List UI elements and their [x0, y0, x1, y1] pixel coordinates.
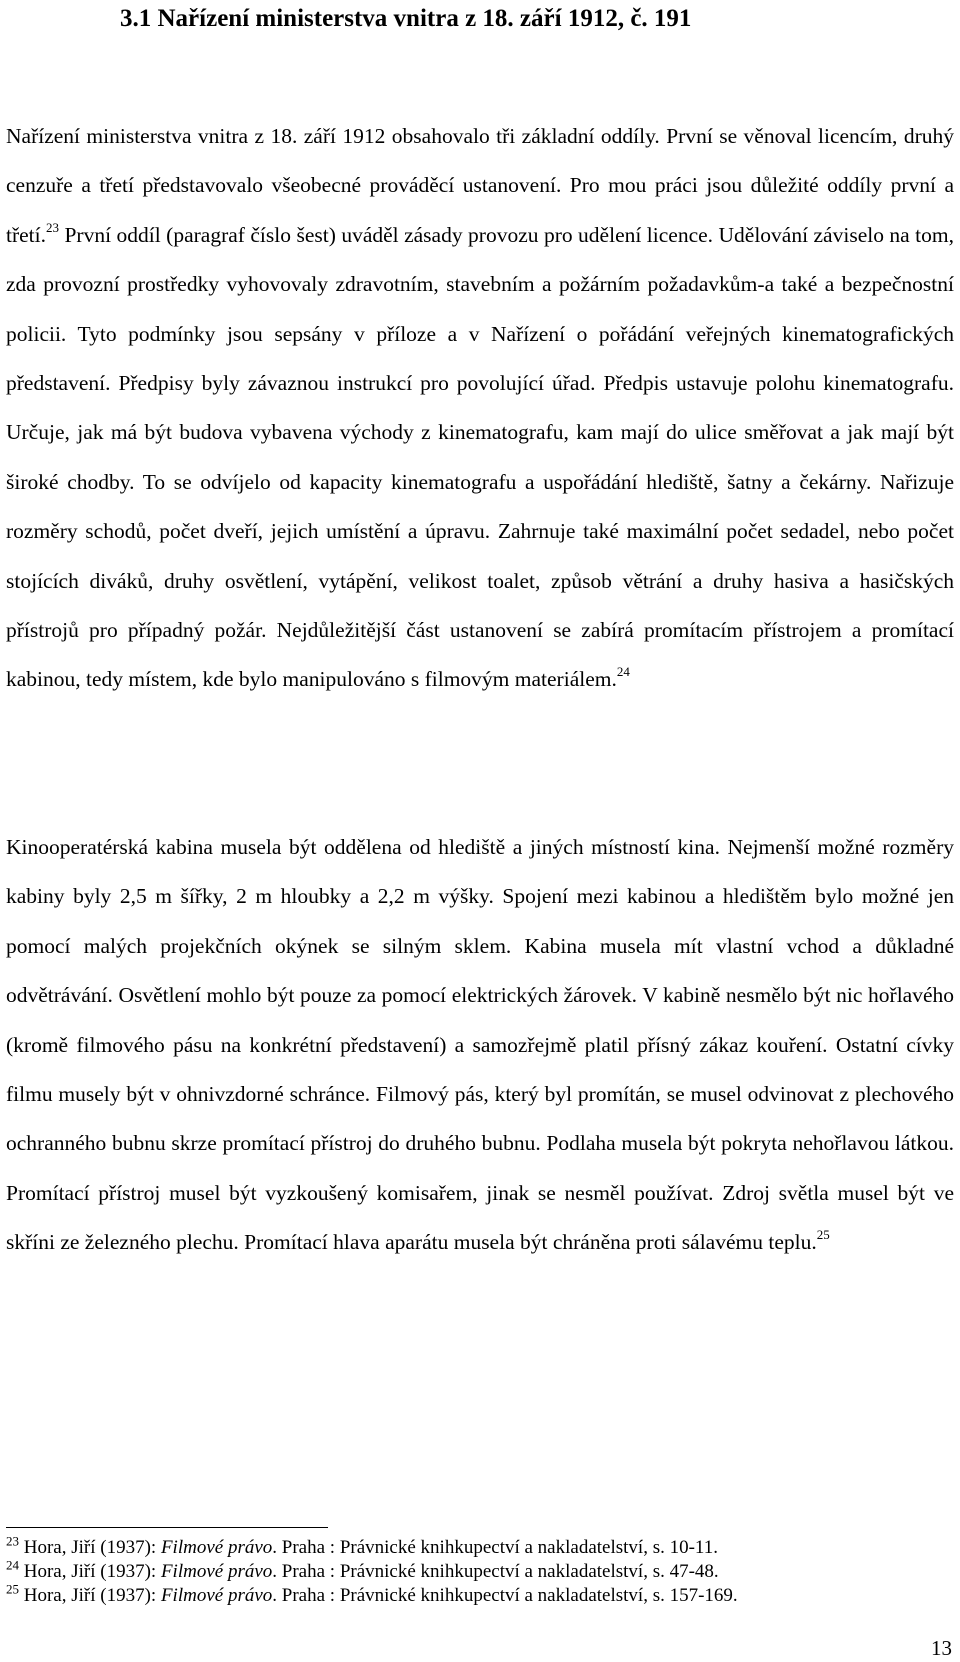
footnote-title: Filmové právo: [160, 1561, 273, 1582]
paragraph-text: První oddíl (paragraf číslo šest) uváděl zásady provozu pro udělení licence. Udělování záviselo na tom, zda provozní prostředky vyhovovaly zdravotním, stavebním a požárním požadavkům-a také a bezpečnostní policii. Tyto podmínky jsou sepsány v příloze a v Nařízení o pořádání veřejných kinematografických představení. Předpisy byly závaznou instrukcí pro povolující úřad. Předpis ustavuje polohu kinematografu. Určuje, jak má být budova vybavena východy z kinematografu, kam mají do ulice směřovat a jak mají být široké chodby. To se odvíjelo od kapacity kinematografu a uspořádání hlediště, šatny a čekárny. Nařizuje rozměry schodů, počet dveří, jejich umístění a úpravu. Zahrnuje také maximální počet sedadel, nebo počet stojících diváků, druhy osvětlení, vytápění, velikost toalet, způsob větrání a druhy hasiva a hasičských přístrojů pro případný požár. Nejdůležitější část ustanovení se zabírá promítacím přístrojem a promítací kabinou, tedy místem, kde bylo manipulováno s filmovým materiálem.: [6, 222, 954, 692]
body-paragraph: [6, 823, 954, 1268]
footnote: [6, 1557, 954, 1584]
footnote-number: 24: [6, 1557, 19, 1573]
page-number: 13: [931, 1636, 952, 1660]
paragraph-text: Kinooperatérská kabina musela být oddělena od hlediště a jiných místností kina. Nejmenší možné rozměry kabiny byly 2,5 m šířky, 2 m hloubky a 2,2 m výšky. Spojení mezi kabinou a hledištěm bylo možné jen pomocí malých projekčních okýnek se silným sklem. Kabina musela mít vlastní vchod a důkladné odvětrávání. Osvětlení mohlo být pouze za pomocí elektrických žárovek. V kabině nesmělo být nic hořlavého (kromě filmového pásu na konkrétní představení) a samozřejmě platil přísný zákaz kouření. Ostatní cívky filmu musely být v ohnivzdorné schránce. Filmový pás, který byl promítán, se musel odvinovat z plechového ochranného bubnu skrze promítací přístroj do druhého bubnu. Podlaha musela být pokryta nehořlavou látkou. Promítací přístroj musel být vyzkoušený komisařem, jinak se nesměl používat. Zdroj světla musel být ve skříni ze železného plechu. Promítací hlava aparátu musela být chráněna proti sálavému teplu.: [6, 835, 954, 1255]
footnote-reference[interactable]: 23: [46, 219, 59, 235]
footnote: [6, 1533, 954, 1560]
footnote-text: Hora, Jiří (1937):: [19, 1561, 161, 1582]
footnote-title: Filmové právo: [160, 1585, 273, 1606]
footnotes: [6, 1533, 954, 1608]
body-paragraph: [6, 112, 954, 705]
footnote-text: . Praha : Právnické knihkupectví a nakladatelství, s. 10-11.: [272, 1537, 718, 1558]
section-heading: 3.1 Nařízení ministerstva vnitra z 18. září 1912, č. 191: [120, 5, 692, 32]
footnote-number: 25: [6, 1581, 19, 1597]
footnote-reference[interactable]: 25: [816, 1227, 830, 1243]
footnote-reference[interactable]: 24: [616, 664, 630, 680]
footnote-title: Filmové právo: [160, 1537, 273, 1558]
paragraph-text: Nařízení ministerstva vnitra z 18. září 1912 obsahovalo tři základní oddíly. První se věnoval licencím, druhý cenzuře a třetí představovalo všeobecné prováděcí ustanovení. Pro mou práci jsou důležité oddíly první a třetí.: [6, 124, 954, 247]
footnote-text: . Praha : Právnické knihkupectví a nakladatelství, s. 157-169.: [272, 1585, 738, 1606]
footnote-number: 23: [6, 1533, 19, 1549]
footnote-text: Hora, Jiří (1937):: [19, 1537, 161, 1558]
footnote-text: . Praha : Právnické knihkupectví a nakladatelství, s. 47-48.: [272, 1561, 719, 1582]
footnote-text: Hora, Jiří (1937):: [19, 1585, 161, 1606]
footnote: [6, 1581, 954, 1608]
footnote-separator: [6, 1527, 328, 1528]
